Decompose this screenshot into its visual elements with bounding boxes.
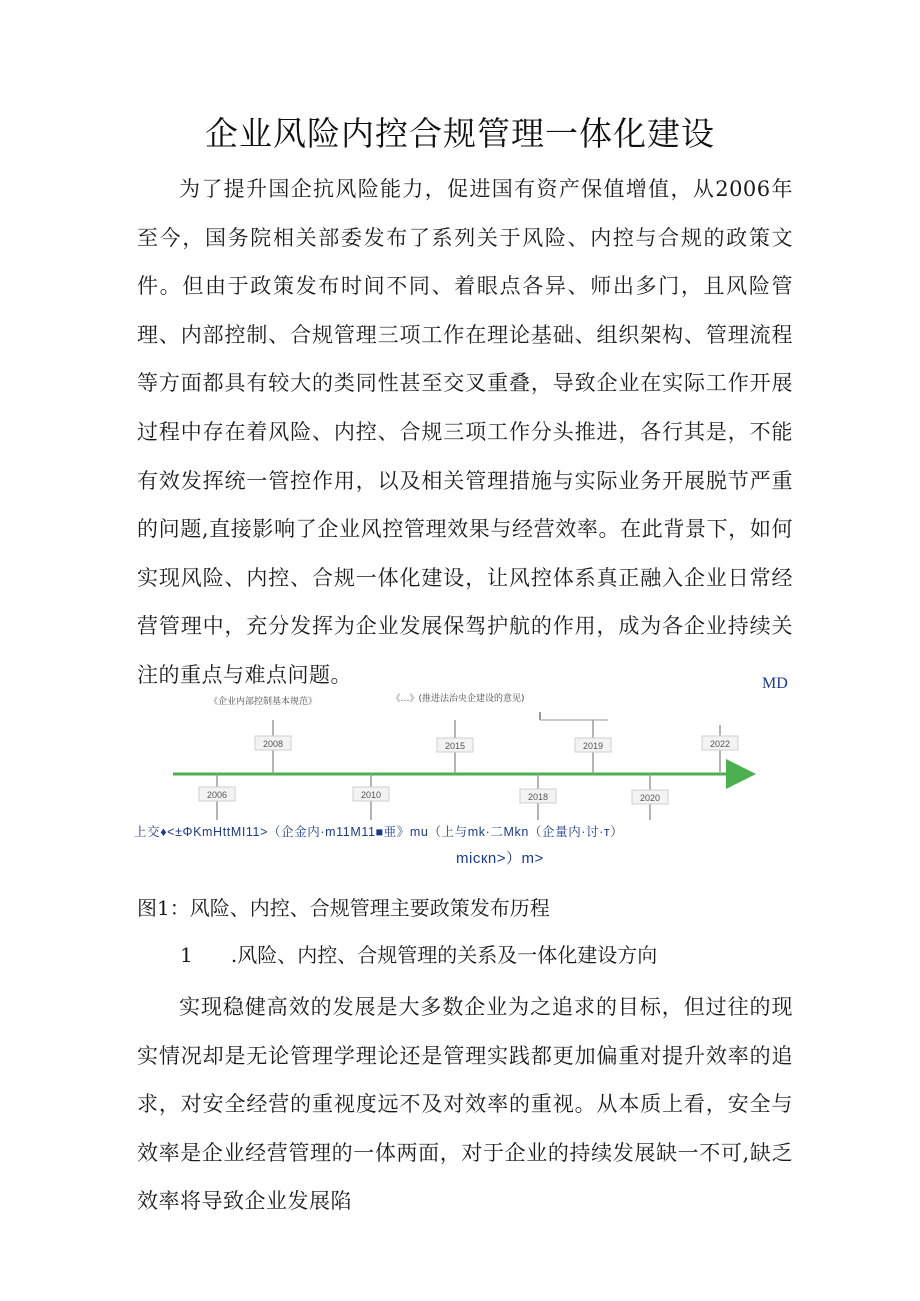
- figure-caption: 图1：风险、内控、合规管理主要政策发布历程: [137, 896, 550, 920]
- timeline-event-2008: [209, 695, 317, 774]
- timeline-event-2018: [520, 774, 556, 820]
- timeline-event-2020: [632, 774, 668, 820]
- timeline-event-2022: [702, 725, 738, 774]
- page-title: 企业风险内控合规管理一体化建设: [205, 114, 715, 153]
- section-heading: 1 .风险、内控、合规管理的关系及一体化建设方向: [180, 943, 658, 967]
- body-paragraph-2: 实现稳健高效的发展是大多数企业为之追求的目标，但过往的现实情况却是无论管理学理论还是管理实践都更加偏重对提升效率的追求，对安全经营的重视度远不及对效率的重视。从本质上看，安全与效率是企业经营管理的一体两面，对于企业的持续发展缺一不可,缺乏效率将导致企业发展陷: [137, 995, 793, 1214]
- year-label-2015: 2015: [444, 741, 466, 751]
- timeline-event-2015: [391, 692, 524, 774]
- year-label-2019: 2019: [582, 741, 604, 751]
- year-label-2010: 2010: [360, 790, 382, 800]
- event-label-2015: 《…》(推进法治央企建设的意见): [391, 694, 525, 704]
- timeline-event-2010: [353, 774, 389, 820]
- figure-garbled-text-line-2: micкn>）m>: [456, 850, 544, 867]
- year-label-2006: 2006: [206, 790, 228, 800]
- year-label-2020: 2020: [639, 793, 661, 803]
- year-label-2022: 2022: [709, 739, 731, 749]
- figure-garbled-text-line-1: 上交♦<±ΦKmHttMI11>（企金内·m11M11■亜》mu（上与mk·二Mkn（企量内·讨·т）: [134, 825, 624, 839]
- intro-paragraph: 为了提升国企抗风险能力，促进国有资产保值增值，从2006年至今，国务院相关部委发布了系列关于风险、内控与合规的政策文件。但由于政策发布时间不同、着眼点各异、师出多门，且风险管理、内部控制、合规管理三项工作在理论基础、组织架构、管理流程等方面都具有较大的类同性甚至交叉重叠，导致企业在实际工作开展过程中存在着风险、内控、合规三项工作分头推进，各行其是，不能有效发挥统一管控作用，以及相关管理措施与实际业务开展脱节严重的问题,直接影响了企业风控管理效果与经营效率。在此背景下，如何实现风险、内控、合规一体化建设，让风控体系真正融入企业日常经营管理中，充分发挥为企业发展保驾护航的作用，成为各企业持续关注的重点与难点问题。: [137, 177, 793, 687]
- policy-timeline-figure: [128, 670, 808, 870]
- figure-corner-tag: MD: [762, 675, 788, 692]
- timeline-event-2006: [199, 774, 235, 820]
- event-label-2008: 《企业内部控制基本规范》: [208, 697, 318, 707]
- timeline-event-2019: [540, 712, 611, 774]
- year-label-2018: 2018: [527, 792, 549, 802]
- year-label-2008: 2008: [262, 739, 284, 749]
